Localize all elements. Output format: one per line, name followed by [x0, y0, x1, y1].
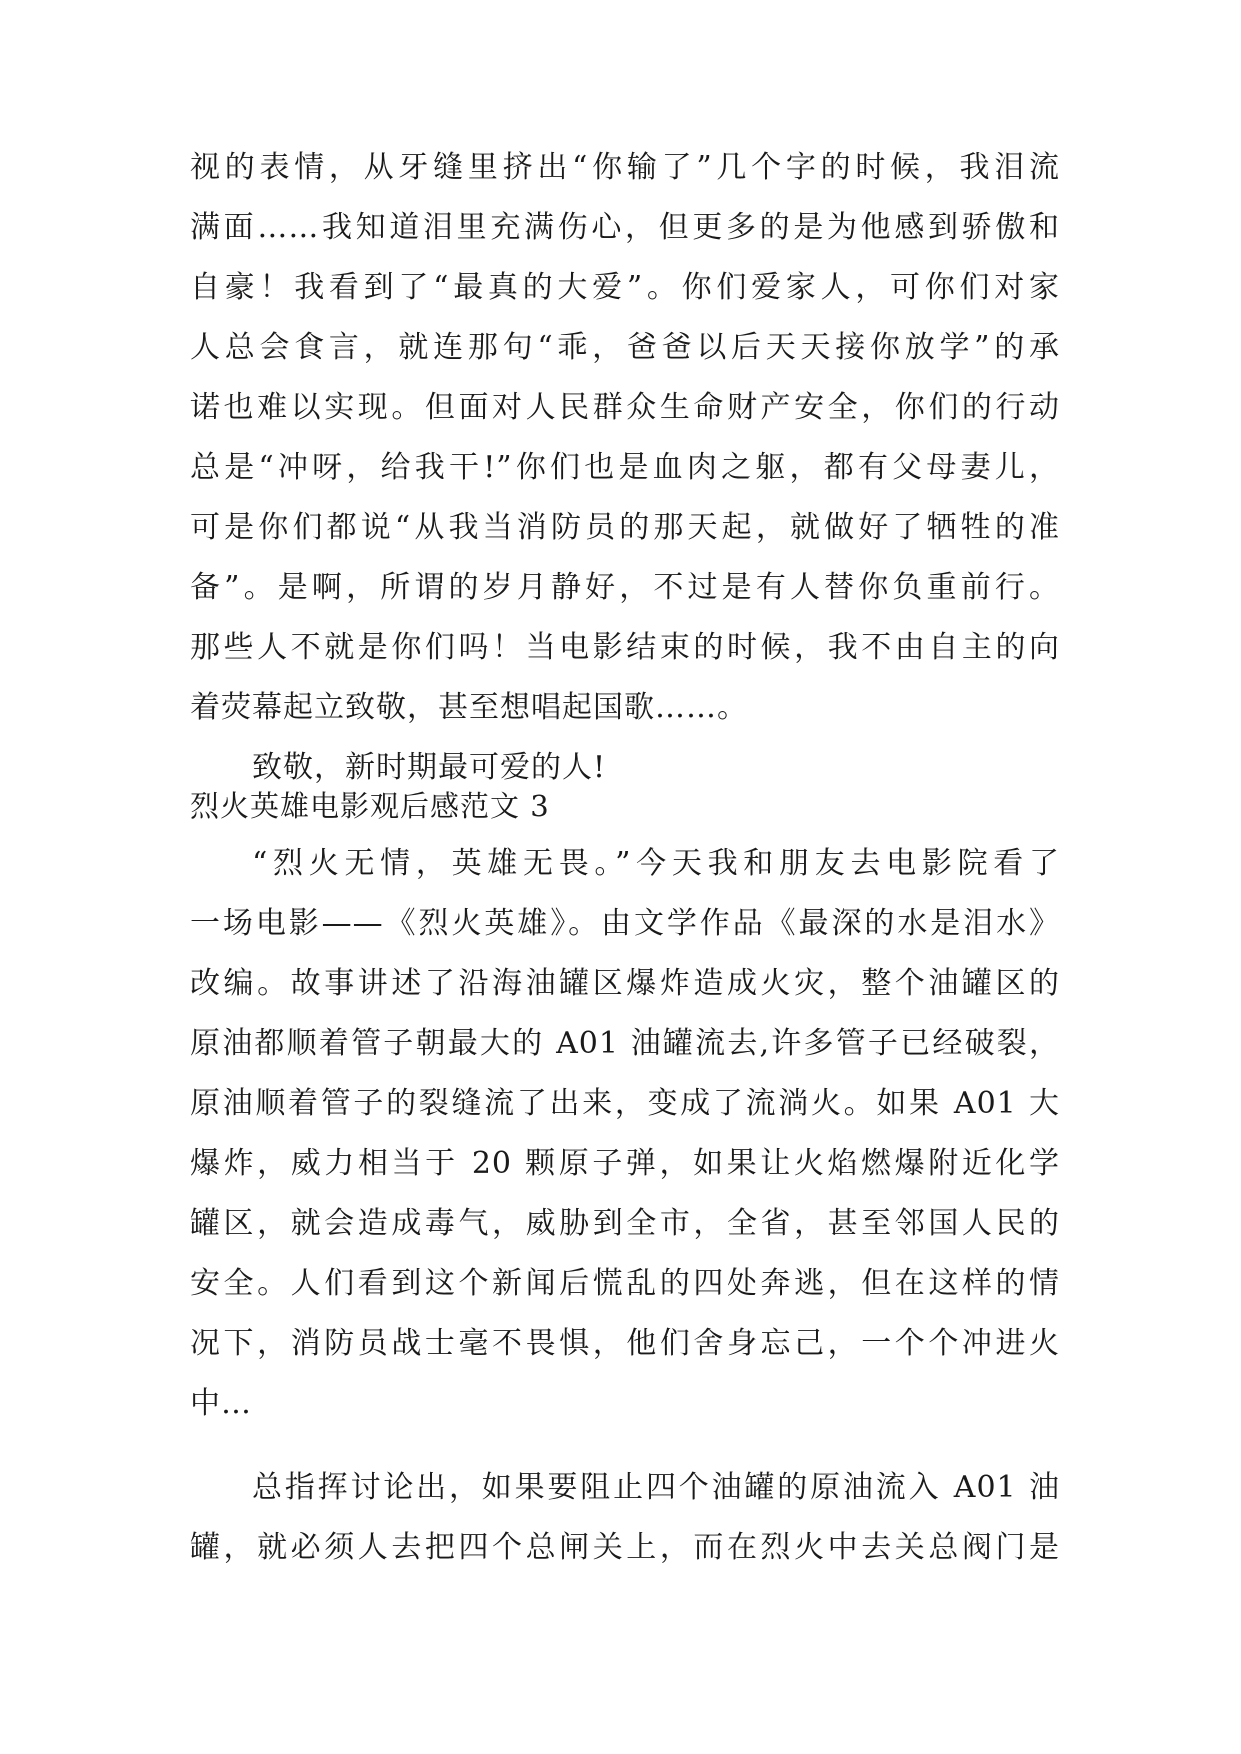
text-line: 着荧幕起立致敬，甚至想唱起国歌……。	[190, 690, 748, 725]
text-line: 诺也难以实现。但面对人民群众生命财产安全，你们的行动	[190, 390, 1060, 425]
text-line: “烈火无情，英雄无畏。”今天我和朋友去电影院看了	[252, 846, 1060, 881]
text-line: 改编。故事讲述了沿海油罐区爆炸造成火灾，整个油罐区的	[190, 966, 1060, 1001]
paragraph-next	[190, 1458, 1060, 1578]
text-line: 总指挥讨论出，如果要阻止四个油罐的原油流入 A01 油	[252, 1470, 1060, 1505]
text-line: 总是“冲呀，给我干!”你们也是血肉之躯，都有父母妻儿，	[190, 450, 1060, 485]
text-line: 罐，就必须人去把四个总闸关上，而在烈火中去关总阀门是	[190, 1530, 1060, 1565]
text-line: 原油都顺着管子朝最大的 A01 油罐流去,许多管子已经破裂，	[190, 1026, 1060, 1061]
text-line: 满面……我知道泪里充满伤心，但更多的是为他感到骄傲和	[190, 210, 1060, 245]
text-line: 中…	[190, 1386, 252, 1421]
paragraph-continued	[190, 138, 1060, 798]
section-heading-block	[190, 778, 1060, 834]
text-line: 备”。是啊，所谓的岁月静好，不过是有人替你负重前行。	[190, 570, 1060, 605]
salute-line: 致敬，新时期最可爱的人!	[252, 750, 607, 785]
text-line: 安全。人们看到这个新闻后慌乱的四处奔逃，但在这样的情	[190, 1266, 1060, 1301]
text-line: 视的表情，从牙缝里挤出“你输了”几个字的时候，我泪流	[190, 150, 1060, 185]
text-line: 自豪！我看到了“最真的大爱”。你们爱家人，可你们对家	[190, 270, 1060, 305]
text-line: 那些人不就是你们吗！当电影结束的时候，我不由自主的向	[190, 630, 1060, 665]
text-line: 原油顺着管子的裂缝流了出来，变成了流淌火。如果 A01 大	[190, 1086, 1060, 1121]
paragraph-essay-3	[190, 834, 1060, 1434]
text-line: 人总会食言，就连那句“乖，爸爸以后天天接你放学”的承	[190, 330, 1060, 365]
text-line: 罐区，就会造成毒气，威胁到全市，全省，甚至邻国人民的	[190, 1206, 1060, 1241]
text-line: 可是你们都说“从我当消防员的那天起，就做好了牺牲的准	[190, 510, 1060, 545]
section-heading: 烈火英雄电影观后感范文 3	[190, 789, 550, 823]
text-line: 况下，消防员战士毫不畏惧，他们舍身忘己，一个个冲进火	[190, 1326, 1060, 1361]
text-line: 爆炸，威力相当于 20 颗原子弹，如果让火焰燃爆附近化学	[190, 1146, 1060, 1181]
text-line: 一场电影——《烈火英雄》。由文学作品《最深的水是泪水》	[190, 906, 1060, 941]
